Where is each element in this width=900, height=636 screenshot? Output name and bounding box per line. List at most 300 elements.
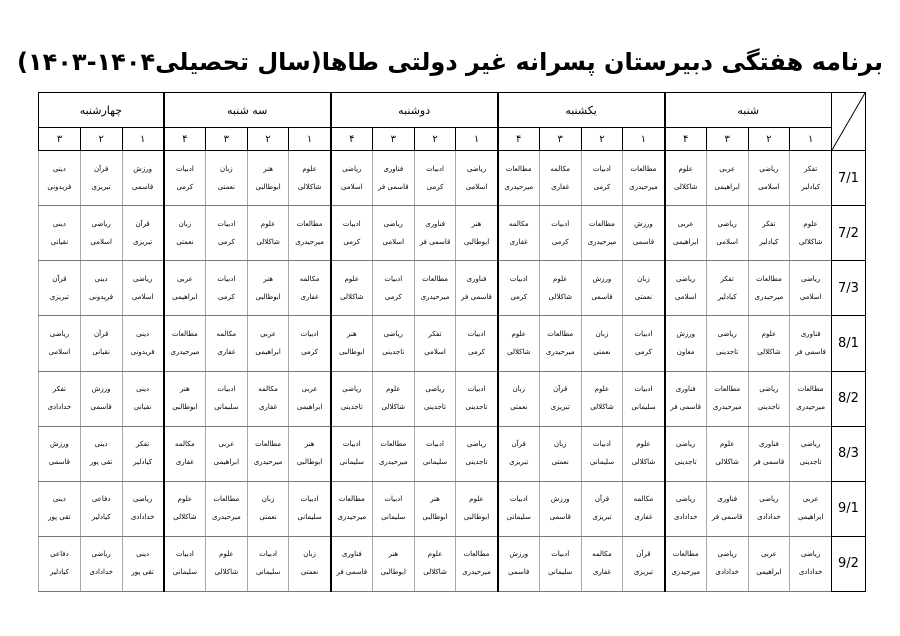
subject-name: تفکر bbox=[136, 440, 150, 449]
teacher-name: تاجدینی bbox=[465, 403, 488, 412]
subject-name: عربی bbox=[760, 550, 777, 559]
teacher-name: غفاری bbox=[217, 347, 236, 356]
subject-name: ادبیات bbox=[175, 164, 194, 173]
subject-name: ادبیات bbox=[259, 550, 278, 559]
subject-name: فناوری bbox=[800, 329, 821, 338]
subject-name: ادبیات bbox=[593, 164, 611, 173]
teacher-name: تبریزی bbox=[509, 458, 529, 467]
schedule-cell bbox=[748, 371, 790, 426]
schedule-cell bbox=[790, 481, 832, 536]
teacher-name: کرمی bbox=[510, 292, 528, 301]
schedule-cell bbox=[205, 371, 247, 426]
subject-name: مطالعات bbox=[714, 385, 741, 394]
schedule-cell bbox=[414, 316, 456, 371]
subject-name: ادبیات bbox=[426, 440, 444, 449]
period-number: ۱ bbox=[289, 128, 331, 151]
schedule-cell bbox=[414, 261, 456, 316]
schedule-cell bbox=[372, 316, 414, 371]
subject-name: هنر bbox=[180, 385, 190, 394]
teacher-name: میرحیدری bbox=[629, 182, 658, 191]
schedule-cell bbox=[331, 261, 373, 316]
subject-name: علوم bbox=[553, 274, 568, 283]
subject-name: ادبیات bbox=[426, 164, 444, 173]
schedule-cell bbox=[706, 261, 748, 316]
period-number: ۳ bbox=[706, 128, 748, 151]
subject-name: ریاضی bbox=[466, 164, 487, 173]
schedule-cell bbox=[80, 151, 122, 206]
schedule-cell bbox=[581, 371, 623, 426]
subject-name: ورزش bbox=[133, 164, 152, 173]
subject-name: ادبیات bbox=[509, 495, 528, 504]
schedule-cell bbox=[748, 536, 790, 591]
subject-name: قرآن bbox=[594, 495, 610, 504]
schedule-cell bbox=[665, 426, 707, 481]
class-label: 8/2 bbox=[832, 371, 866, 426]
schedule-cell bbox=[748, 316, 790, 371]
teacher-name: ابوطالبی bbox=[380, 568, 406, 577]
subject-name: دفاعی bbox=[91, 495, 111, 504]
schedule-cell bbox=[581, 316, 623, 371]
schedule-cell bbox=[372, 151, 414, 206]
schedule-cell bbox=[164, 206, 206, 261]
schedule-cell bbox=[539, 151, 581, 206]
subject-name: تفکر bbox=[804, 164, 818, 173]
schedule-cell bbox=[498, 316, 540, 371]
teacher-name: اسلامی bbox=[674, 292, 697, 301]
period-number-row bbox=[39, 128, 866, 151]
class-row bbox=[39, 481, 866, 536]
schedule-cell bbox=[456, 151, 498, 206]
subject-name: مطالعات bbox=[296, 219, 323, 228]
teacher-name: شاکلالی bbox=[381, 403, 406, 412]
schedule-cell bbox=[331, 206, 373, 261]
teacher-name: نعمتی bbox=[300, 568, 319, 577]
schedule-cell bbox=[289, 426, 331, 481]
schedule-cell bbox=[372, 371, 414, 426]
teacher-name: نقیانی bbox=[92, 347, 110, 356]
schedule-cell bbox=[122, 536, 164, 591]
subject-name: علوم bbox=[344, 274, 360, 283]
schedule-cell bbox=[456, 536, 498, 591]
day-header-wednesday: چهارشنبه bbox=[39, 93, 164, 128]
schedule-cell bbox=[581, 261, 623, 316]
teacher-name: میرحیدری bbox=[212, 513, 241, 522]
subject-name: ادبیات bbox=[342, 440, 361, 449]
teacher-name: قاسمی bbox=[549, 513, 571, 522]
subject-name: دینی bbox=[52, 219, 66, 228]
subject-name: ادبیات bbox=[384, 495, 403, 504]
teacher-name: کرمی bbox=[217, 292, 235, 301]
schedule-cell bbox=[164, 371, 206, 426]
subject-name: زبان bbox=[553, 440, 567, 449]
teacher-name: ابوطالبی bbox=[463, 237, 490, 246]
period-number: ۲ bbox=[748, 128, 790, 151]
teacher-name: نعمتی bbox=[593, 347, 611, 356]
schedule-cell bbox=[80, 206, 122, 261]
schedule-cell bbox=[539, 206, 581, 261]
schedule-cell bbox=[289, 316, 331, 371]
teacher-name: خدادادی bbox=[130, 513, 155, 522]
schedule-cell bbox=[247, 261, 289, 316]
teacher-name: فریدونی bbox=[89, 292, 114, 301]
schedule-cell bbox=[205, 536, 247, 591]
teacher-name: شاکلالی bbox=[548, 292, 572, 301]
teacher-name: کرمی bbox=[468, 347, 485, 356]
schedule-cell bbox=[205, 206, 247, 261]
subject-name: مطالعات bbox=[422, 274, 448, 283]
schedule-cell bbox=[247, 206, 289, 261]
schedule-cell bbox=[39, 261, 81, 316]
teacher-name: ابوطالبی bbox=[422, 513, 448, 522]
teacher-name: تبریزی bbox=[550, 403, 570, 412]
subject-name: قرآن bbox=[135, 219, 150, 228]
schedule-cell bbox=[205, 426, 247, 481]
teacher-name: سلیمانی bbox=[297, 513, 322, 522]
schedule-cell bbox=[581, 151, 623, 206]
subject-name: دفاعی bbox=[50, 550, 69, 559]
class-label: 7/2 bbox=[832, 206, 866, 261]
class-row bbox=[39, 261, 866, 316]
schedule-cell bbox=[289, 206, 331, 261]
schedule-cell bbox=[456, 481, 498, 536]
subject-name: ریاضی bbox=[91, 219, 111, 228]
subject-name: علوم bbox=[302, 164, 317, 173]
teacher-name: تاجدینی bbox=[465, 458, 488, 467]
period-number: ۳ bbox=[205, 128, 247, 151]
teacher-name: قاسمی فر bbox=[795, 347, 826, 356]
subject-name: زبان bbox=[220, 164, 233, 173]
subject-name: ریاضی bbox=[133, 274, 153, 283]
subject-name: علوم bbox=[427, 550, 443, 559]
teacher-name: میرحیدری bbox=[587, 237, 617, 246]
subject-name: ادبیات bbox=[551, 550, 570, 559]
teacher-name: ابراهیمی bbox=[255, 347, 281, 356]
teacher-name: نعمتی bbox=[510, 403, 528, 412]
schedule-cell bbox=[623, 371, 665, 426]
period-number: ۴ bbox=[665, 128, 707, 151]
period-number: ۲ bbox=[247, 128, 289, 151]
teacher-name: ابوطالبی bbox=[255, 182, 281, 191]
schedule-cell bbox=[122, 151, 164, 206]
schedule-cell bbox=[331, 426, 373, 481]
schedule-cell bbox=[289, 261, 331, 316]
schedule-cell bbox=[122, 481, 164, 536]
teacher-name: تبریزی bbox=[592, 513, 612, 522]
teacher-name: نقیانی bbox=[133, 403, 152, 412]
schedule-cell bbox=[456, 371, 498, 426]
schedule-cell bbox=[205, 316, 247, 371]
teacher-name: قاسمی فر bbox=[419, 237, 451, 246]
class-row bbox=[39, 536, 866, 591]
subject-name: ادبیات bbox=[217, 385, 236, 394]
period-number: ۲ bbox=[80, 128, 122, 151]
subject-name: دینی bbox=[52, 495, 66, 504]
subject-name: ریاضی bbox=[383, 329, 403, 338]
teacher-name: ابراهیمی bbox=[756, 568, 782, 577]
schedule-cell bbox=[39, 536, 81, 591]
teacher-name: شاکلالی bbox=[798, 237, 823, 246]
teacher-name: شاکلالی bbox=[173, 513, 197, 522]
teacher-name: شاکلالی bbox=[214, 568, 239, 577]
period-number: ۳ bbox=[39, 128, 81, 151]
period-number: ۴ bbox=[164, 128, 206, 151]
schedule-cell bbox=[164, 536, 206, 591]
subject-name: مطالعات bbox=[338, 495, 365, 504]
subject-name: ورزش bbox=[634, 219, 653, 228]
teacher-name: کیادلیر bbox=[91, 513, 111, 522]
schedule-cell bbox=[414, 151, 456, 206]
schedule-cell bbox=[164, 426, 206, 481]
subject-name: فناوری bbox=[717, 495, 738, 504]
schedule-cell bbox=[414, 481, 456, 536]
subject-name: مکالمه bbox=[592, 550, 612, 559]
teacher-name: کرمی bbox=[593, 182, 611, 191]
teacher-name: تاجدینی bbox=[799, 458, 822, 467]
schedule-cell bbox=[289, 481, 331, 536]
schedule-cell bbox=[414, 371, 456, 426]
class-row bbox=[39, 371, 866, 426]
teacher-name: تقی پور bbox=[131, 568, 154, 577]
teacher-name: تقی پور bbox=[89, 458, 113, 467]
teacher-name: میرحیدری bbox=[378, 458, 408, 467]
teacher-name: خدادادی bbox=[89, 568, 113, 577]
subject-name: علوم bbox=[219, 550, 234, 559]
schedule-cell bbox=[581, 426, 623, 481]
subject-name: علوم bbox=[469, 495, 484, 504]
teacher-name: ابوطالبی bbox=[255, 292, 281, 301]
subject-name: ادبیات bbox=[467, 329, 486, 338]
schedule-cell bbox=[539, 261, 581, 316]
subject-name: قرآن bbox=[636, 550, 651, 559]
schedule-cell bbox=[331, 316, 373, 371]
schedule-cell bbox=[289, 536, 331, 591]
subject-name: ریاضی bbox=[801, 274, 821, 283]
teacher-name: فریدونی bbox=[47, 182, 72, 191]
schedule-cell bbox=[80, 371, 122, 426]
teacher-name: ابوطالبی bbox=[296, 458, 323, 467]
subject-name: مکالمه bbox=[550, 164, 571, 173]
subject-name: مکالمه bbox=[258, 385, 278, 394]
schedule-cell bbox=[665, 481, 707, 536]
corner-cell bbox=[832, 93, 866, 151]
class-label: 9/1 bbox=[832, 481, 866, 536]
schedule-cell bbox=[748, 261, 790, 316]
schedule-cell bbox=[498, 481, 540, 536]
teacher-name: میرحیدری bbox=[170, 347, 200, 356]
subject-name: ریاضی bbox=[759, 164, 779, 173]
subject-name: ادبیات bbox=[217, 219, 236, 228]
teacher-name: شاکلالی bbox=[507, 347, 531, 356]
teacher-name: سلیمانی bbox=[548, 568, 573, 577]
period-number: ۱ bbox=[122, 128, 164, 151]
teacher-name: ابوطالبی bbox=[172, 403, 198, 412]
teacher-name: اسلامی bbox=[716, 237, 738, 246]
teacher-name: شاکلالی bbox=[423, 568, 447, 577]
teacher-name: سلیمانی bbox=[255, 568, 281, 577]
schedule-cell bbox=[665, 536, 707, 591]
teacher-name: قاسمی فر bbox=[670, 403, 702, 412]
schedule-cell bbox=[623, 206, 665, 261]
teacher-name: تاجدینی bbox=[757, 403, 780, 412]
subject-name: مطالعات bbox=[380, 440, 407, 449]
subject-name: ادبیات bbox=[634, 385, 653, 394]
schedule-cell bbox=[581, 206, 623, 261]
schedule-cell bbox=[80, 316, 122, 371]
schedule-cell bbox=[39, 151, 81, 206]
schedule-cell bbox=[623, 261, 665, 316]
schedule-cell bbox=[289, 151, 331, 206]
subject-name: ریاضی bbox=[717, 329, 737, 338]
subject-name: ریاضی bbox=[676, 440, 696, 449]
teacher-name: تاجدینی bbox=[424, 403, 447, 412]
teacher-name: غفاری bbox=[634, 513, 653, 522]
subject-name: ریاضی bbox=[676, 274, 696, 283]
schedule-cell bbox=[372, 426, 414, 481]
schedule-cell bbox=[205, 261, 247, 316]
teacher-name: نقیانی bbox=[50, 237, 69, 246]
schedule-cell bbox=[247, 426, 289, 481]
subject-name: زبان bbox=[303, 550, 316, 559]
teacher-name: کرمی bbox=[426, 182, 444, 191]
schedule-cell bbox=[414, 536, 456, 591]
schedule-cell bbox=[164, 261, 206, 316]
teacher-name: قاسمی bbox=[90, 403, 112, 412]
teacher-name: سلیمانی bbox=[631, 403, 656, 412]
teacher-name: کیادلیر bbox=[759, 237, 779, 246]
day-header-monday: دوشنبه bbox=[331, 93, 498, 128]
subject-name: مطالعات bbox=[171, 329, 198, 338]
subject-name: قرآن bbox=[553, 385, 568, 394]
teacher-name: سلیمانی bbox=[506, 513, 531, 522]
schedule-cell bbox=[122, 206, 164, 261]
teacher-name: خدادادی bbox=[757, 513, 781, 522]
teacher-name: قاسمی bbox=[132, 182, 154, 191]
period-number: ۱ bbox=[790, 128, 832, 151]
schedule-cell bbox=[790, 151, 832, 206]
day-header-saturday: شنبه bbox=[665, 93, 832, 128]
teacher-name: نعمتی bbox=[551, 458, 569, 467]
schedule-cell bbox=[414, 426, 456, 481]
subject-name: فناوری bbox=[341, 550, 362, 559]
period-number: ۴ bbox=[498, 128, 540, 151]
teacher-name: کیادلیر bbox=[133, 458, 153, 467]
teacher-name: خدادادی bbox=[47, 403, 72, 412]
teacher-name: غفاری bbox=[175, 458, 194, 467]
subject-name: تفکر bbox=[762, 219, 776, 228]
teacher-name: خدادادی bbox=[673, 513, 698, 522]
schedule-cell bbox=[623, 536, 665, 591]
subject-name: مکالمه bbox=[175, 440, 195, 449]
period-number: ۳ bbox=[539, 128, 581, 151]
schedule-cell bbox=[665, 316, 707, 371]
diagonal-line-icon bbox=[832, 93, 865, 150]
subject-name: مطالعات bbox=[755, 274, 782, 283]
subject-name: فناوری bbox=[425, 219, 445, 228]
subject-name: عربی bbox=[802, 495, 819, 504]
subject-name: ادبیات bbox=[342, 219, 361, 228]
schedule-cell bbox=[581, 536, 623, 591]
class-row bbox=[39, 151, 866, 206]
subject-name: مطالعات bbox=[672, 550, 699, 559]
teacher-name: غفاری bbox=[551, 182, 570, 191]
subject-name: ریاضی bbox=[676, 495, 696, 504]
subject-name: زبان bbox=[637, 274, 650, 283]
schedule-cell bbox=[623, 481, 665, 536]
subject-name: ریاضی bbox=[466, 440, 487, 449]
teacher-name: کرمی bbox=[551, 237, 569, 246]
subject-name: تفکر bbox=[720, 274, 734, 283]
teacher-name: کرمی bbox=[384, 292, 402, 301]
teacher-name: میرحیدری bbox=[462, 568, 491, 577]
subject-name: هنر bbox=[388, 550, 399, 559]
schedule-cell bbox=[539, 316, 581, 371]
subject-name: ریاضی bbox=[425, 385, 445, 394]
subject-name: ورزش bbox=[509, 550, 529, 559]
teacher-name: قاسمی bbox=[508, 568, 530, 577]
subject-name: ورزش bbox=[676, 329, 696, 338]
schedule-cell bbox=[539, 481, 581, 536]
schedule-cell bbox=[39, 316, 81, 371]
teacher-name: اسلامی bbox=[382, 237, 405, 246]
teacher-name: اسلامی bbox=[799, 292, 822, 301]
teacher-name: شاکلالی bbox=[757, 347, 781, 356]
subject-name: ریاضی bbox=[801, 550, 821, 559]
day-header-tuesday: سه شنبه bbox=[164, 93, 331, 128]
subject-name: هنر bbox=[263, 274, 273, 283]
subject-name: دینی bbox=[94, 274, 108, 283]
schedule-cell bbox=[748, 206, 790, 261]
class-label: 9/2 bbox=[832, 536, 866, 591]
subject-name: علوم bbox=[177, 495, 193, 504]
subject-name: ریاضی bbox=[759, 385, 779, 394]
subject-name: فناوری bbox=[383, 164, 404, 173]
schedule-cell bbox=[372, 536, 414, 591]
schedule-cell bbox=[247, 481, 289, 536]
schedule-cell bbox=[456, 206, 498, 261]
teacher-name: شاکلالی bbox=[715, 458, 739, 467]
class-label: 7/1 bbox=[832, 151, 866, 206]
teacher-name: میرحیدری bbox=[796, 403, 825, 412]
teacher-name: خدادادی bbox=[798, 568, 823, 577]
teacher-name: تبریزی bbox=[91, 182, 111, 191]
schedule-cell bbox=[456, 426, 498, 481]
teacher-name: میرحیدری bbox=[253, 458, 283, 467]
teacher-name: غفاری bbox=[509, 237, 528, 246]
teacher-name: ابوطالبی bbox=[339, 347, 365, 356]
subject-name: ورزش bbox=[50, 440, 69, 449]
schedule-cell bbox=[623, 316, 665, 371]
schedule-cell bbox=[539, 536, 581, 591]
schedule-cell bbox=[39, 371, 81, 426]
subject-name: ادبیات bbox=[300, 329, 319, 338]
teacher-name: تاجدینی bbox=[382, 347, 405, 356]
teacher-name: نعمتی bbox=[176, 237, 194, 246]
teacher-name: میرحیدری bbox=[295, 237, 324, 246]
subject-name: ورزش bbox=[91, 385, 111, 394]
schedule-cell bbox=[456, 261, 498, 316]
teacher-name: اسلامی bbox=[131, 292, 154, 301]
teacher-name: میرحیدری bbox=[545, 347, 575, 356]
teacher-name: تاجدینی bbox=[674, 458, 697, 467]
subject-name: تفکر bbox=[428, 329, 442, 338]
subject-name: ریاضی bbox=[717, 219, 737, 228]
schedule-cell bbox=[790, 261, 832, 316]
teacher-name: قاسمی bbox=[632, 237, 655, 246]
teacher-name: غفاری bbox=[300, 292, 319, 301]
schedule-cell bbox=[539, 371, 581, 426]
teacher-name: غفاری bbox=[592, 568, 612, 577]
schedule-cell bbox=[331, 371, 373, 426]
